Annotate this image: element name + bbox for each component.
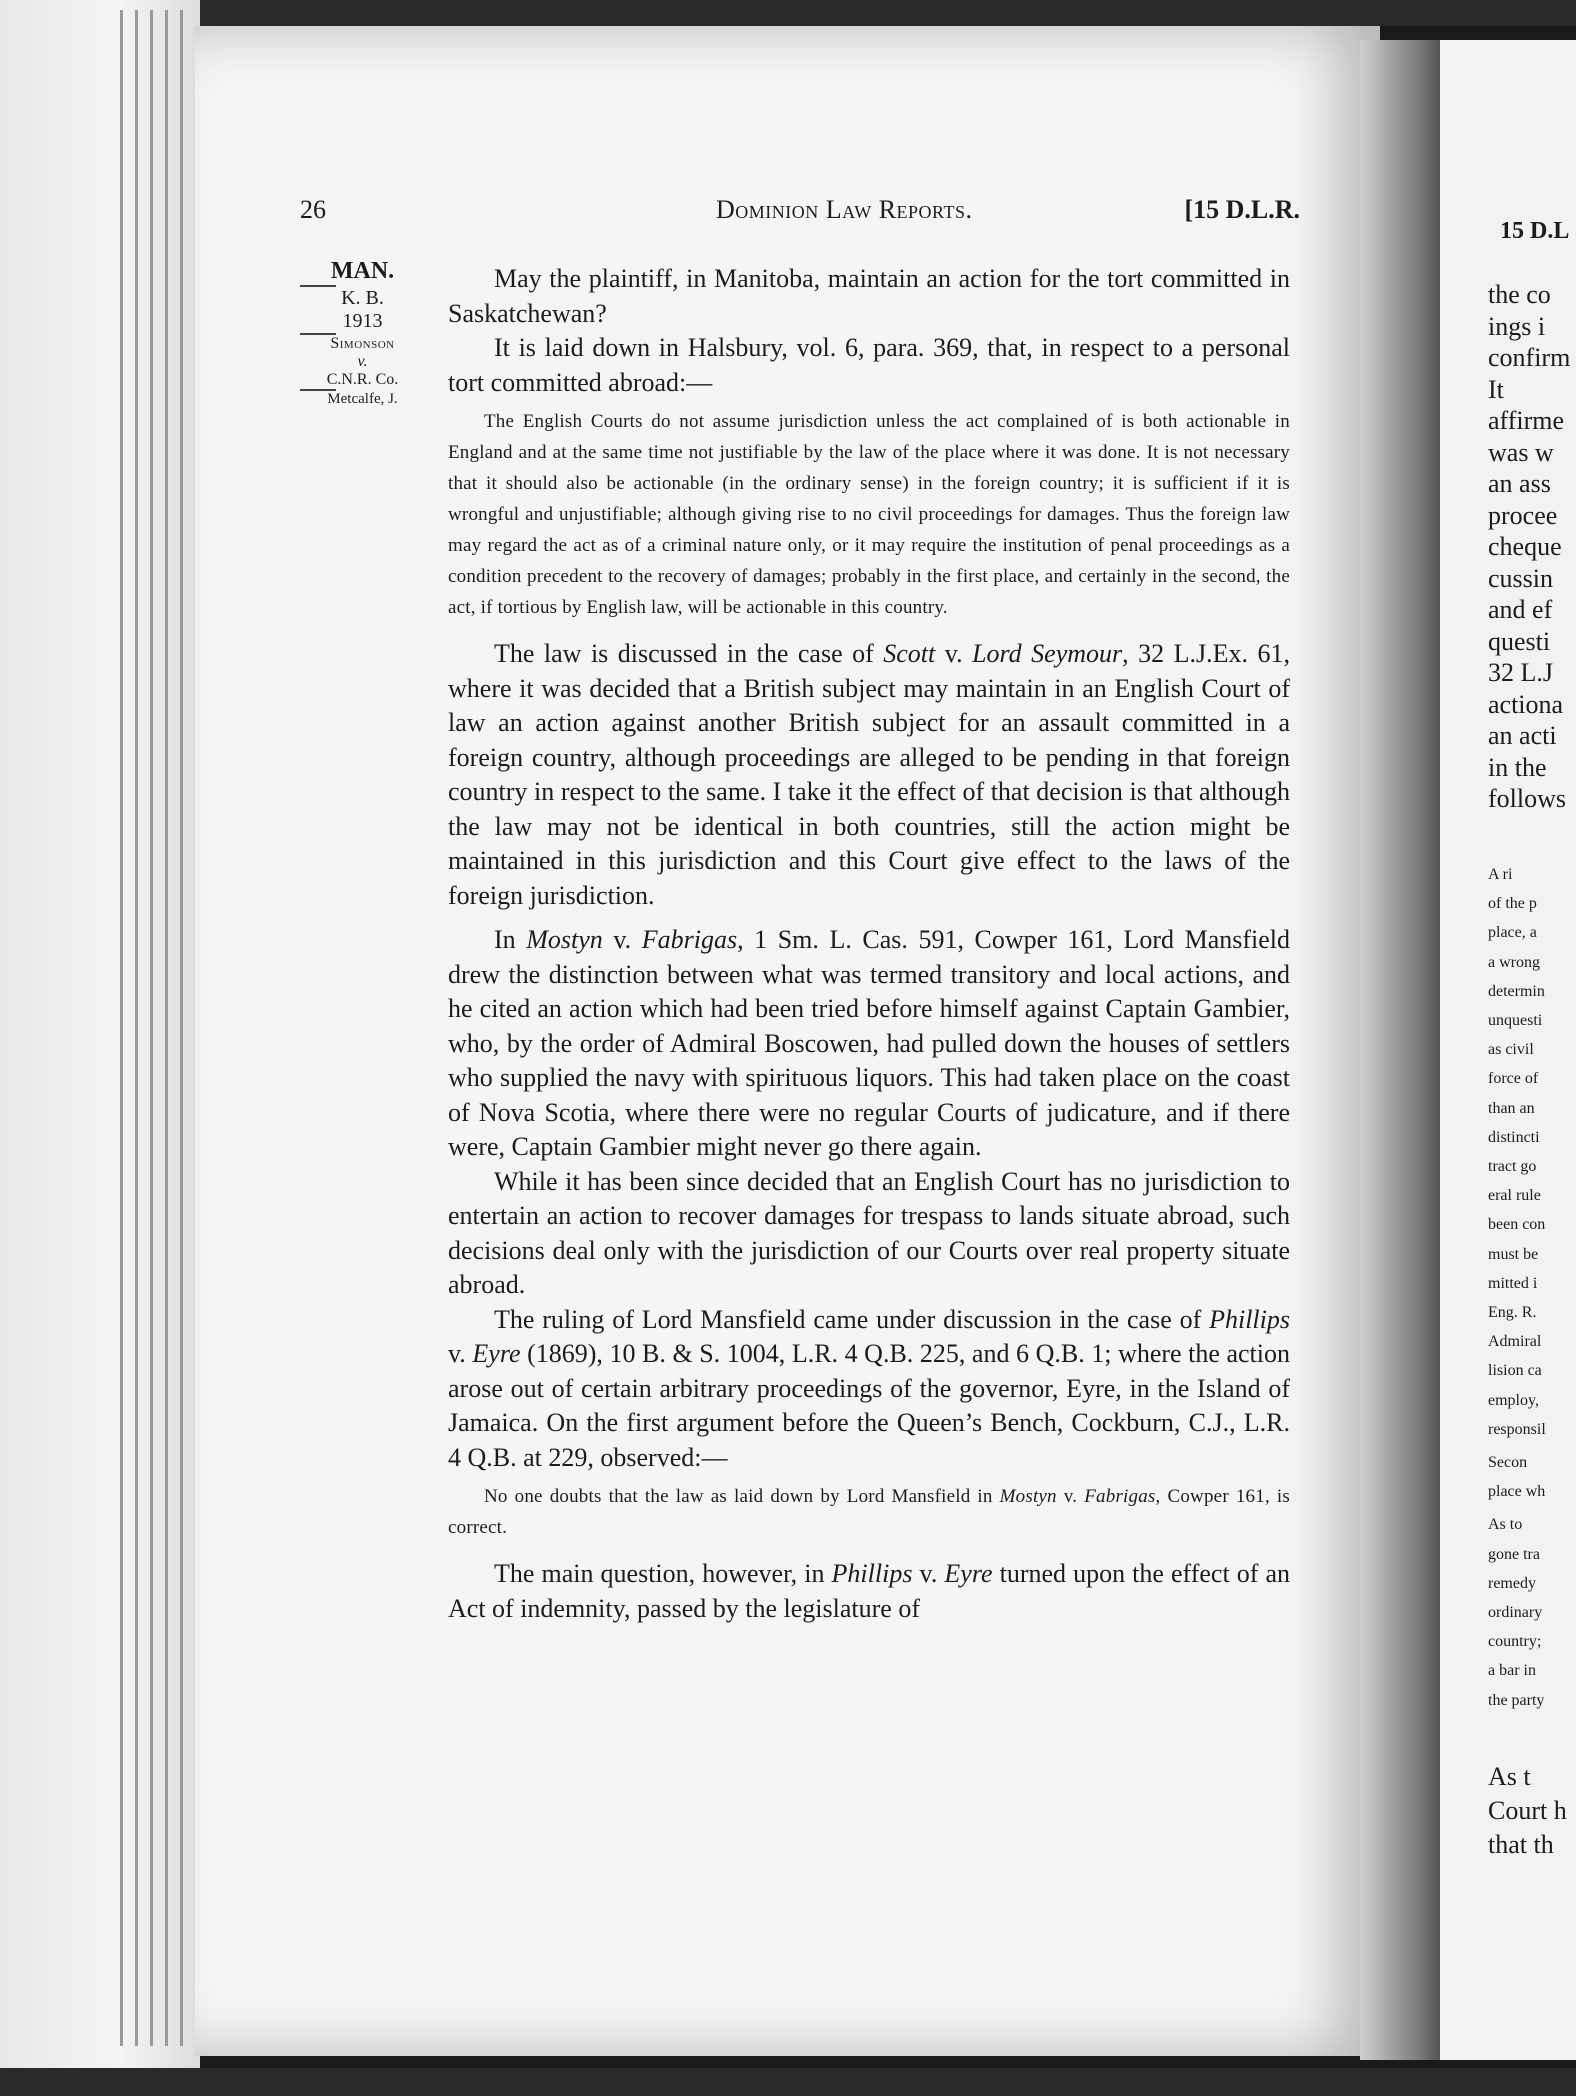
running-head: [300, 195, 1300, 235]
right-page-line: follows: [1488, 784, 1566, 813]
right-page-quote-line: responsil: [1488, 1420, 1546, 1438]
right-page-quote-line: Admiral: [1488, 1333, 1542, 1351]
right-page-quote-line: place, a: [1488, 924, 1537, 942]
right-page-line: that th: [1488, 1830, 1554, 1859]
case-name: Phillips: [831, 1559, 913, 1588]
right-page-quote-line: distincti: [1488, 1128, 1540, 1146]
right-page-quote-line: Secon: [1488, 1454, 1528, 1471]
book-cover-bottom: [0, 2068, 1576, 2096]
right-page-line: was w: [1488, 437, 1554, 467]
page-stack-edge: [0, 0, 200, 2096]
volume-label: [15 D.L.R.: [1184, 195, 1300, 224]
right-page-quote-line: place wh: [1488, 1483, 1546, 1501]
case-name: Phillips: [1209, 1304, 1290, 1334]
case-name: Mostyn: [526, 925, 603, 954]
right-page-quote-line: force of: [1488, 1070, 1539, 1088]
right-page-line: an ass: [1488, 469, 1551, 498]
right-page-line: As t: [1488, 1762, 1531, 1791]
right-page-partial: [1440, 40, 1576, 2060]
paragraph-main-question: The main question, however, in Phillips v. Eyre turned upon the effect of an Act of indemnity, passed by the legislature of: [448, 1559, 1291, 1623]
right-page-line: cheque: [1488, 532, 1562, 561]
case-name: Eyre: [944, 1559, 993, 1588]
right-page-quote-line: Eng. R.: [1488, 1304, 1537, 1321]
right-page-line: procee: [1488, 500, 1558, 530]
margin-court: K. B.: [341, 287, 384, 309]
right-page-quote-line: as civil: [1488, 1041, 1534, 1059]
paragraph-trespass: While it has been since decided that an English Court has no jurisdiction to entertain an action to recover damages for trespass to lands situate abroad, such decisions deal only with the jurisdiction of our Courts over real property situate abroad.: [448, 1166, 1290, 1299]
right-page-quote-line: a bar in: [1488, 1662, 1536, 1680]
case-name: Fabrigas: [1084, 1486, 1156, 1507]
right-page-quote-line: gone tra: [1488, 1545, 1540, 1563]
paragraph-scott-seymour: The law is discussed in the case of Scott v. Lord Seymour, 32 L.J.Ex. 61, where it was decided that a British subject may maintain in an English Court of law an action against another British subject for an assault committed in a foreign country, although proceedings are alleged to be pending in that foreign country in respect to the same. I take it the effect of that decision is that although the law may not be identical in both countries, still the action might be maintained in this jurisdiction and this Court give effect to the laws of the foreign jurisdiction.: [448, 639, 1290, 910]
right-page-line: confirm: [1488, 343, 1571, 372]
right-page-quote-line: been con: [1488, 1216, 1546, 1234]
margin-year: 1913: [342, 310, 383, 332]
right-page-quote-line: A ri: [1488, 866, 1513, 883]
case-name: Fabrigas: [641, 925, 738, 954]
right-page-quote-line: employ,: [1488, 1391, 1539, 1409]
right-page-quote-line: must be: [1488, 1245, 1539, 1263]
quote-halsbury: The English Courts do not assume jurisdiction unless the act complained of is both actionable in England and at the same time not justifiable by the law of the place where it was done. It is not necessary that it should also be actionable (in the ordinary sense) in the foreign country; it is sufficient if it is wrongful and unjustifiable; although giving rise to no civil proceedings for damages. Thus the foreign law may regard the act as of a criminal nature only, or it may require the institution of penal proceedings as a condition precedent to the recovery of damages; probably in the first place, and certainly in the second, the act, if tortious by English law, will be actionable in this country.: [448, 411, 1290, 618]
right-page-line: in the: [1488, 752, 1547, 782]
right-page-quote-line: a wrong: [1488, 953, 1540, 971]
right-page-quote-line: tract go: [1488, 1158, 1537, 1175]
right-page-header: 15 D.L: [1500, 218, 1570, 244]
right-page-quote-line: than an: [1488, 1099, 1535, 1117]
right-page-line: cussin: [1488, 563, 1553, 593]
margin-case-party-2: C.N.R. Co.: [326, 371, 399, 388]
right-page-quote-line: lision ca: [1488, 1362, 1542, 1380]
case-name: Eyre: [472, 1339, 521, 1368]
margin-notes: [300, 258, 425, 408]
right-page-line: ings i: [1488, 311, 1546, 341]
book-cover-top: [0, 0, 1576, 26]
main-text-column: [448, 262, 1290, 1626]
right-page-line: affirme: [1488, 406, 1565, 435]
case-name: Mostyn: [999, 1486, 1057, 1507]
right-page-quote-line: eral rule: [1488, 1187, 1541, 1205]
right-page-line: an acti: [1488, 721, 1557, 750]
right-page-quote-line: of the p: [1488, 895, 1537, 913]
right-page-line: and ef: [1488, 595, 1553, 624]
journal-title: Dominion Law Reports.: [716, 195, 973, 224]
case-name: Scott: [883, 639, 936, 668]
right-page-quote-line: determin: [1488, 982, 1545, 1000]
right-page-quote-line: As to: [1488, 1516, 1523, 1534]
right-page-quote-line: the party: [1488, 1691, 1545, 1709]
right-page-quote-line: ordinary: [1488, 1604, 1543, 1621]
paragraph-phillips-eyre: The ruling of Lord Mansfield came under discussion in the case of Phillips v. Eyre (1869), 10 B. & S. 1004, L.R. 4 Q.B. 225, and 6 Q.B. 1; where the action arose out of certain arbitrary proceedings of the governor, Eyre, in the Island of Jamaica. On the first argument before the Queen’s Bench, Cockburn, C.J., L.R. 4 Q.B. at 229, observed:—: [448, 1304, 1291, 1472]
paragraph-halsbury: It is laid down in Halsbury, vol. 6, para. 369, that, in respect to a personal tort committed abroad:—: [448, 333, 1290, 397]
case-name: Lord Seymour: [972, 639, 1123, 668]
right-page-line: questi: [1488, 626, 1551, 656]
paragraph-mostyn-fabrigas: In Mostyn v. Fabrigas, 1 Sm. L. Cas. 591, Cowper 161, Lord Mansfield drew the distinction between what was termed transitory and local actions, and he cited an action which had been tried before himself against Captain Gambier, who, by the order of Admiral Boscowen, had pulled down the houses of settlers who supplied the navy with spirituous liquors. This had taken place on the coast of Nova Scotia, where there were no regular Courts of judicature, and if there were, Captain Gambier might never go there again.: [448, 925, 1291, 1161]
right-page-quote-line: country;: [1488, 1633, 1542, 1651]
margin-judge: Metcalfe, J.: [327, 391, 398, 407]
right-page-line: 32 L.J: [1488, 658, 1553, 687]
right-page-line: actiona: [1488, 689, 1564, 719]
right-page-line: It: [1488, 374, 1504, 404]
right-page-quote-line: remedy: [1488, 1574, 1536, 1592]
margin-case-versus: v.: [357, 353, 368, 370]
margin-case-party-1: Simonson: [330, 335, 395, 352]
paragraph-question: May the plaintiff, in Manitoba, maintain an action for the tort committed in Saskatchewan?: [448, 264, 1290, 328]
right-page-quote-line: mitted i: [1488, 1274, 1538, 1292]
page-number: 26: [300, 195, 326, 224]
margin-province: MAN.: [330, 258, 395, 284]
right-page-quote-line: unquesti: [1488, 1012, 1543, 1029]
right-page-line: Court h: [1488, 1796, 1567, 1825]
right-page-line: the co: [1488, 280, 1551, 309]
quote-cockburn: No one doubts that the law as laid down by Lord Mansfield in Mostyn v. Fabrigas, Cowper 161, is correct.: [448, 1486, 1291, 1538]
